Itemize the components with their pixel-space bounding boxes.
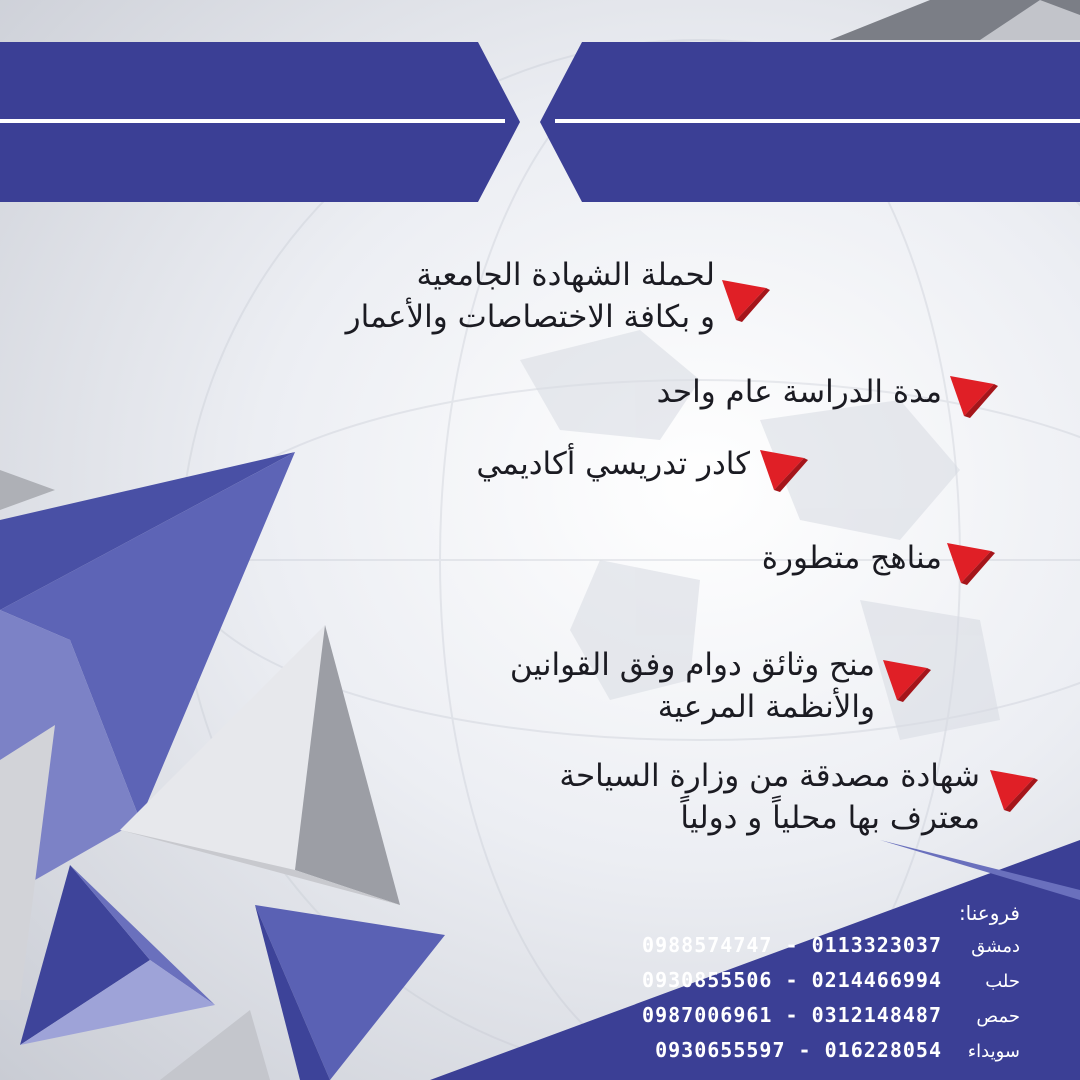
branches-panel — [600, 898, 1020, 1068]
feature-item — [657, 371, 942, 413]
shard-left-grey — [0, 470, 55, 510]
branch-city: دمشق — [971, 936, 1020, 957]
branch-phones: 0930655597 - 016228054 — [655, 1038, 942, 1062]
branch-phones: 0988574747 - 0113323037 — [642, 933, 942, 957]
feature-text-line1: مدة الدراسة عام واحد — [656, 374, 942, 410]
shape-grey-bottom — [160, 1010, 270, 1080]
branches-heading: فروعنا: — [958, 901, 1020, 925]
feature-text-line1: مناهج متطورة — [761, 540, 942, 576]
feature-item — [762, 537, 942, 579]
feature-text-line2: و بكافة الاختصاصات والأعمار — [345, 299, 715, 335]
branch-city: حلب — [985, 971, 1020, 992]
feature-text-line2: والأنظمة المرعية — [657, 689, 875, 725]
branch-row — [600, 963, 1020, 998]
branch-row — [600, 928, 1020, 963]
feature-item — [476, 443, 750, 485]
branch-city: حمص — [976, 1006, 1020, 1027]
feature-text-line1: كادر تدريسي أكاديمي — [476, 446, 750, 482]
branch-city: سويداء — [967, 1041, 1020, 1062]
branch-row — [600, 1033, 1020, 1068]
branch-phones: 0930855506 - 0214466994 — [642, 968, 942, 992]
branch-row — [600, 998, 1020, 1033]
feature-item — [559, 755, 980, 839]
feature-item — [510, 644, 875, 728]
branch-phones: 0987006961 - 0312148487 — [642, 1003, 942, 1027]
feature-item — [346, 254, 715, 338]
feature-text-line1: منح وثائق دوام وفق القوانين — [509, 647, 875, 683]
feature-text-line1: شهادة مصدقة من وزارة السياحة — [559, 758, 980, 794]
feature-text-line2: معترف بها محلياً و دولياً — [680, 800, 980, 836]
feature-text-line1: لحملة الشهادة الجامعية — [416, 257, 715, 293]
